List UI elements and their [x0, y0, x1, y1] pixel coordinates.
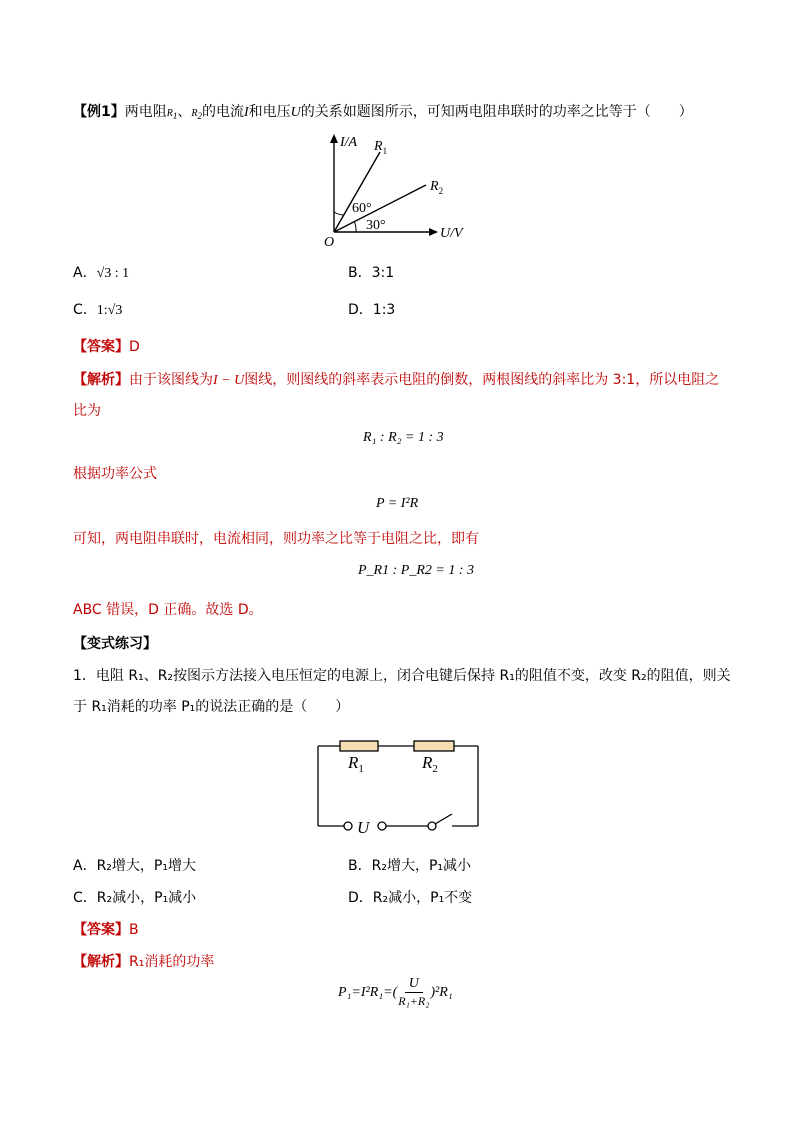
option-d-label: D．	[348, 302, 373, 318]
option-a[interactable]	[73, 262, 129, 282]
practice-option-d[interactable]	[348, 887, 472, 907]
current-symbol: I	[243, 105, 249, 120]
question-text: 两电阻	[124, 104, 167, 120]
resistor-r1	[340, 741, 378, 751]
practice-option-b-label: B．	[348, 858, 372, 874]
power-formula-label: 根据功率公式	[73, 466, 157, 482]
fraction-denominator: R₁+R₂	[398, 994, 430, 1008]
analysis-tag: 【解析】	[73, 372, 129, 388]
question-text: 的关系如题图所示，可知两电阻串联时的功率之比等于（ ）	[300, 104, 693, 120]
example-analysis-line1	[73, 369, 719, 389]
r1-symbol: R1	[166, 108, 178, 121]
separator: 、	[177, 104, 192, 120]
option-c[interactable]	[73, 299, 122, 319]
option-d-value: 1:3	[372, 302, 396, 318]
equation-right: )²R₁	[430, 984, 453, 1000]
example-answer	[73, 336, 140, 356]
r1-line-label: $R_1$	[374, 139, 388, 156]
practice-question-line2: 于 R₁消耗的功率 P₁的说法正确的是（ ）	[73, 699, 350, 715]
question-text: 和电压	[248, 104, 291, 120]
practice-option-c-label: C．	[73, 890, 97, 906]
practice-option-a[interactable]	[73, 855, 196, 875]
option-d[interactable]	[348, 299, 395, 319]
analysis-text: 由于该图线为	[129, 372, 213, 388]
equation-power-p1	[338, 976, 453, 1009]
practice-option-a-label: A．	[73, 858, 97, 874]
example-tag: 【例1】	[73, 104, 125, 120]
y-axis-arrow	[330, 134, 338, 143]
terminal-left	[344, 822, 352, 830]
practice-analysis-tag: 【解析】	[73, 954, 129, 970]
option-c-label: C．	[73, 302, 97, 318]
r2-label: $R_2$	[422, 753, 438, 775]
example-analysis-line2: 比为	[73, 403, 101, 419]
option-c-value: 1:√3	[96, 303, 123, 318]
answer-value: D	[129, 339, 140, 355]
fraction	[398, 976, 429, 1009]
x-axis-label: U/V	[440, 226, 463, 241]
final-answer-text: ABC 错误，D 正确。故选 D。	[73, 602, 263, 618]
equation-resistance-ratio: R₁ : R₂ = 1 : 3	[363, 430, 444, 445]
r1-label: $R_1$	[348, 753, 364, 775]
option-b-label: B．	[348, 265, 372, 281]
angle-arc-60	[334, 212, 344, 215]
practice-option-d-value: R₂减小，P₁不变	[372, 890, 473, 906]
option-b-value: 3:1	[371, 265, 395, 281]
practice-analysis-text: R₁消耗的功率	[129, 954, 215, 970]
practice-answer-tag: 【答案】	[73, 922, 129, 938]
angle-60-label: 60°	[352, 201, 372, 216]
circuit-diagram	[312, 734, 484, 838]
question-text: 的电流	[201, 104, 244, 120]
practice-option-d-label: D．	[348, 890, 373, 906]
origin-label: O	[324, 235, 335, 250]
r2-line-label: $R_2$	[430, 179, 444, 196]
analysis-text: 图线，则图线的斜率表示电阻的倒数，两根图线的斜率比为 3:1，所以电阻之	[244, 372, 720, 388]
option-a-label: A．	[73, 265, 97, 281]
equation-power: P = I²R	[376, 496, 419, 511]
practice-option-c-value: R₂减小，P₁减小	[96, 890, 197, 906]
switch-blade	[435, 814, 452, 824]
iu-symbol: I − U	[213, 373, 245, 388]
resistor-r2	[414, 741, 454, 751]
switch-pivot	[428, 822, 436, 830]
option-b[interactable]	[348, 262, 394, 282]
example-question	[73, 101, 693, 121]
source-label: U	[357, 818, 370, 837]
conclusion-text: 可知，两电阻串联时，电流相同，则功率之比等于电阻之比，即有	[73, 531, 479, 547]
practice-option-c[interactable]	[73, 887, 196, 907]
practice-heading: 【变式练习】	[73, 636, 157, 652]
practice-answer-value: B	[129, 922, 139, 938]
iu-graph	[320, 130, 480, 250]
answer-tag: 【答案】	[73, 339, 129, 355]
practice-option-b[interactable]	[348, 855, 471, 875]
equation-power-ratio: P_R1 : P_R2 = 1 : 3	[358, 563, 474, 578]
y-axis-label: I/A	[340, 135, 358, 150]
practice-option-a-value: R₂增大，P₁增大	[96, 858, 196, 874]
practice-question-line1: 1．电阻 R₁、R₂按图示方法接入电压恒定的电源上，闭合电键后保持 R₁的阻值不变，改变 R₂的阻值，则关	[73, 668, 731, 684]
practice-analysis	[73, 951, 214, 971]
x-axis-arrow	[429, 228, 438, 236]
option-a-value: √3 : 1	[96, 266, 130, 281]
fraction-numerator: U	[405, 976, 423, 993]
voltage-symbol: U	[290, 105, 301, 120]
angle-30-label: 30°	[366, 218, 386, 233]
equation-left: P₁=I²R₁=(	[338, 984, 398, 1000]
angle-arc-30	[354, 221, 356, 232]
terminal-right	[378, 822, 386, 830]
practice-answer	[73, 919, 139, 939]
r2-symbol: R2	[191, 108, 202, 121]
practice-option-b-value: R₂增大，P₁减小	[371, 858, 472, 874]
